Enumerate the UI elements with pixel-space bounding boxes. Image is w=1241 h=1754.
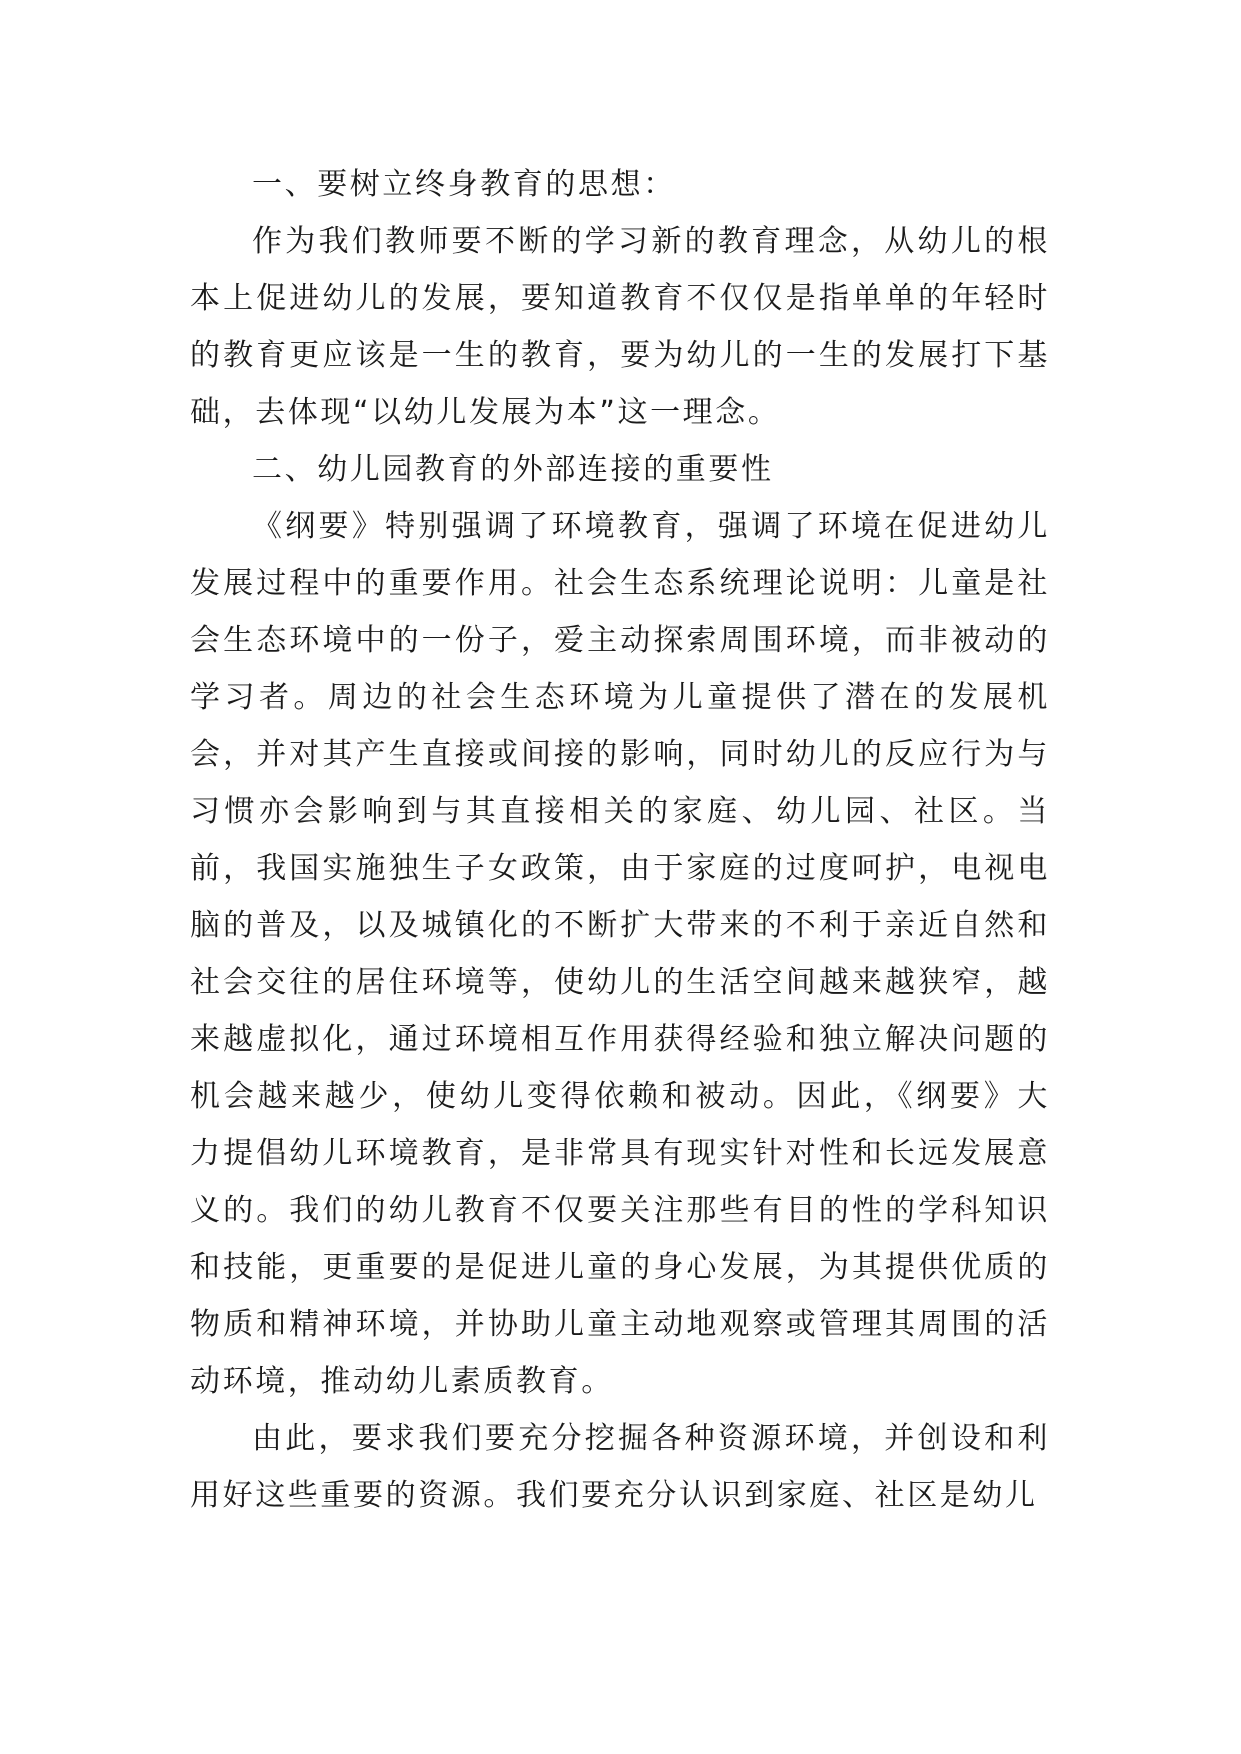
section-heading-1: 一、要树立终身教育的思想： bbox=[252, 167, 676, 202]
paragraph-2: 《纲要》特别强调了环境教育，强调了环境在促进幼儿发展过程中的重要作用。社会生态系统理论说明：儿童是社会生态环境中的一份子，爱主动探索周围环境，而非被动的学习者。周边的社会生态环境为儿童提供了潜在的发展机会，并对其产生直接或间接的影响，同时幼儿的反应行为与习惯亦会影响到与其直接相关的家庭、幼儿园、社区。当前，我国实施独生子女政策，由于家庭的过度呵护，电视电脑的普及，以及城镇化的不断扩大带来的不利于亲近自然和社会交往的居住环境等，使幼儿的生活空间越来越狭窄，越来越虚拟化，通过环境相互作用获得经验和独立解决问题的机会越来越少，使幼儿变得依赖和被动。因此，《纲要》大力提倡幼儿环境教育，是非常具有现实针对性和长远发展意义的。我们的幼儿教育不仅要关注那些有目的性的学科知识和技能，更重要的是促进儿童的身心发展，为其提供优质的物质和精神环境，并协助儿童主动地观察或管理其周围的活动环境，推动幼儿素质教育。 bbox=[190, 509, 1050, 1399]
section-heading-2: 二、幼儿园教育的外部连接的重要性 bbox=[252, 452, 774, 487]
paragraph-1: 作为我们教师要不断的学习新的教育理念，从幼儿的根本上促进幼儿的发展，要知道教育不仅仅是指单单的年轻时的教育更应该是一生的教育，要为幼儿的一生的发展打下基础，去体现“以幼儿发展为本”这一理念。 bbox=[190, 224, 1050, 430]
paragraph-3: 由此，要求我们要充分挖掘各种资源环境，并创设和利用好这些重要的资源。我们要充分认识到家庭、社区是幼儿 bbox=[190, 1421, 1050, 1513]
document-body bbox=[190, 156, 1050, 1524]
